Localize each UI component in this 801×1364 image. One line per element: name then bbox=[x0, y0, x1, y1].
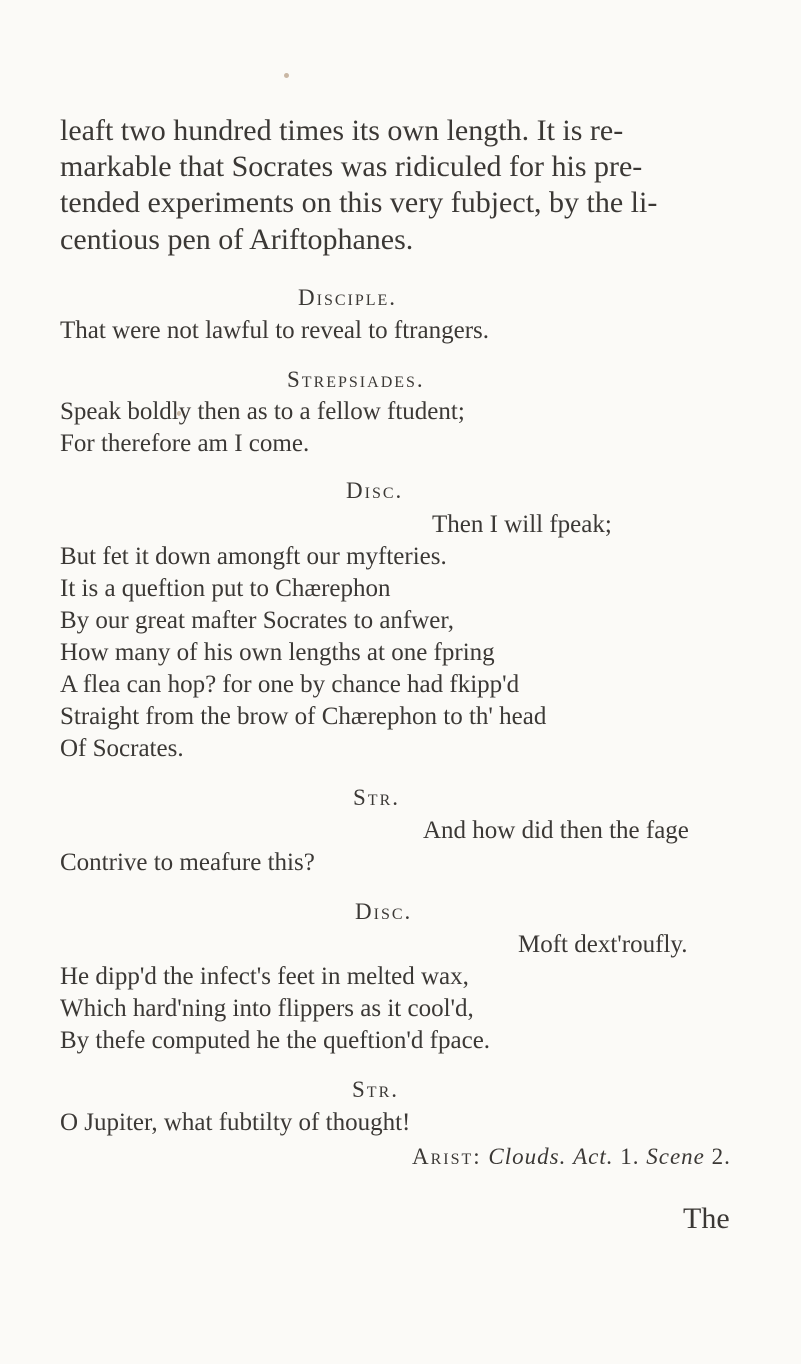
speaker-heading: Disc. bbox=[346, 478, 404, 503]
ink-speck bbox=[284, 73, 289, 78]
paragraph-line: markable that Socrates was ridiculed for his pre- bbox=[60, 150, 643, 183]
citation-scene: Scene bbox=[646, 1144, 705, 1169]
citation-act-number: 1. bbox=[620, 1144, 640, 1169]
citation-work: Clouds. bbox=[488, 1144, 567, 1169]
speaker-heading: Str. bbox=[352, 1077, 399, 1102]
verse-line: Which hard'ning into flippers as it cool'd, bbox=[60, 995, 474, 1022]
verse-line: And how did then the fage bbox=[423, 817, 689, 844]
verse-line: For therefore am I come. bbox=[60, 430, 310, 457]
verse-line: It is a queftion put to Chærephon bbox=[60, 575, 391, 602]
verse-line: By our great mafter Socrates to anfwer, bbox=[60, 607, 454, 634]
citation bbox=[412, 1145, 731, 1168]
speaker-heading: Strepsiades. bbox=[287, 367, 425, 392]
verse-line: Speak boldly then as to a fellow ftudent; bbox=[60, 398, 465, 425]
verse-line: By thefe computed he the queftion'd fpace. bbox=[60, 1027, 491, 1054]
citation-act: Act. bbox=[573, 1144, 614, 1169]
catchword: The bbox=[683, 1202, 730, 1235]
paragraph-line: centious pen of Ariftophanes. bbox=[60, 223, 414, 256]
verse-line: Then I will fpeak; bbox=[432, 511, 612, 538]
verse-line: But fet it down amongft our myfteries. bbox=[60, 543, 447, 570]
speaker-heading: Disciple. bbox=[298, 285, 398, 310]
verse-line: Contrive to meafure this? bbox=[60, 849, 315, 876]
citation-author: Arist: bbox=[412, 1144, 482, 1169]
speaker-heading: Disc. bbox=[355, 899, 413, 924]
verse-line: How many of his own lengths at one fpring bbox=[60, 639, 495, 666]
citation-scene-number: 2. bbox=[711, 1144, 731, 1169]
verse-line: That were not lawful to reveal to ftrangers. bbox=[60, 317, 489, 344]
verse-line: A flea can hop? for one by chance had fkipp'd bbox=[60, 671, 520, 698]
verse-line: Moft dext'roufly. bbox=[518, 931, 688, 958]
verse-line: Of Socrates. bbox=[60, 735, 184, 762]
verse-line: Straight from the brow of Chærephon to th' head bbox=[60, 703, 547, 730]
paragraph-line: leaft two hundred times its own length. It is re- bbox=[60, 114, 624, 147]
speaker-heading: Str. bbox=[353, 785, 400, 810]
verse-line: He dipp'd the infect's feet in melted wax, bbox=[60, 963, 469, 990]
verse-line: O Jupiter, what fubtilty of thought! bbox=[60, 1109, 411, 1136]
paragraph-line: tended experiments on this very fubject, by the li- bbox=[60, 186, 658, 219]
